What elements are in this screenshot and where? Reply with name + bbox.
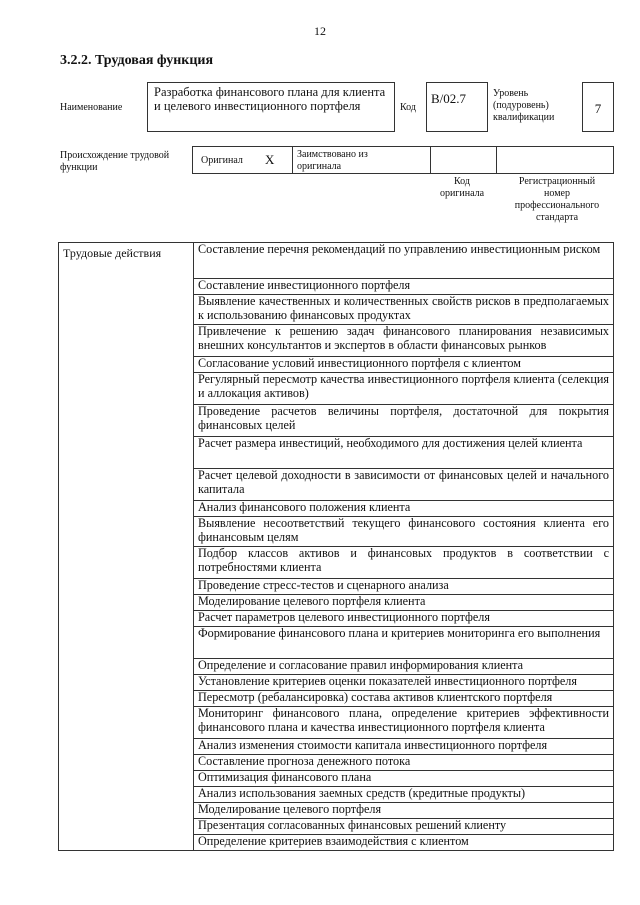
- labor-action-item: Выявление несоответствий текущего финансового состояния клиента его финансовым целям: [194, 517, 613, 547]
- borrowed-label-line-1: Заимствовано из: [297, 149, 368, 160]
- origin-code-cell: [431, 147, 497, 173]
- labor-action-item: Анализ изменения стоимости капитала инвестиционного портфеля: [194, 739, 613, 755]
- labor-action-item: Расчет целевой доходности в зависимости от финансовых целей и начального капитала: [194, 469, 613, 501]
- labor-action-item: Установление критериев оценки показателей инвестиционного портфеля: [194, 675, 613, 691]
- labor-action-item: Расчет размера инвестиций, необходимого для достижения целей клиента: [194, 437, 613, 469]
- reg-caption: [498, 176, 616, 224]
- level-value: 7: [594, 101, 602, 116]
- level-box: [582, 82, 614, 132]
- original-label: Оригинал: [201, 155, 243, 166]
- labor-action-item: Моделирование целевого портфеля: [194, 803, 613, 819]
- code-caption-line-2: оригинала: [439, 188, 485, 199]
- origin-table: [192, 146, 614, 174]
- origin-borrowed-cell: [293, 147, 431, 173]
- origin-original-cell: [193, 147, 293, 173]
- function-name-box: [147, 82, 395, 132]
- labor-action-item: Пересмотр (ребалансировка) состава активов клиентского портфеля: [194, 691, 613, 707]
- labor-action-item: Мониторинг финансового плана, определение критериев эффективности финансового плана и качества инвестиционного портфеля клиента: [194, 707, 613, 739]
- labor-action-item: Проведение стресс-тестов и сценарного анализа: [194, 579, 613, 595]
- origin-reg-cell: [497, 147, 613, 173]
- labor-action-item: Презентация согласованных финансовых решений клиенту: [194, 819, 613, 835]
- labor-action-item: Регулярный пересмотр качества инвестиционного портфеля клиента (селекция и аллокация активов): [194, 373, 613, 405]
- code-value: B/02.7: [431, 91, 467, 106]
- level-label-line-2: (подуровень): [493, 100, 549, 111]
- original-mark: X: [265, 152, 275, 167]
- section-title-text: Трудовая функция: [95, 53, 214, 68]
- origin-label-line-1: Происхождение трудовой: [60, 150, 170, 161]
- labor-action-item: Моделирование целевого портфеля клиента: [194, 595, 613, 611]
- code-caption: [432, 176, 492, 200]
- borrowed-label: [297, 149, 368, 173]
- labor-action-item: Расчет параметров целевого инвестиционного портфеля: [194, 611, 613, 627]
- page-number: 12: [314, 24, 326, 38]
- labor-action-item: Оптимизация финансового плана: [194, 771, 613, 787]
- reg-caption-line-1: Регистрационный: [518, 176, 596, 187]
- reg-caption-line-4: стандарта: [535, 212, 579, 223]
- origin-label: [60, 150, 169, 174]
- labor-action-item: Формирование финансового плана и критериев мониторинга его выполнения: [194, 627, 613, 659]
- level-label-line-1: Уровень: [493, 88, 529, 99]
- name-label: Наименование: [60, 102, 123, 113]
- labor-action-item: Анализ финансового положения клиента: [194, 501, 613, 517]
- borrowed-label-line-2: оригинала: [297, 161, 342, 172]
- labor-actions-label: Трудовые действия: [63, 246, 162, 260]
- labor-action-item: Определение критериев взаимодействия с клиентом: [198, 834, 469, 848]
- labor-action-item: Анализ использования заемных средств (кредитные продукты): [194, 787, 613, 803]
- level-label-line-3: квалификации: [493, 112, 555, 123]
- labor-action-item: Проведение расчетов величины портфеля, достаточной для покрытия финансовых целей: [194, 405, 613, 437]
- code-label: Код: [400, 102, 416, 113]
- labor-action-item: Определение и согласование правил информирования клиента: [194, 659, 613, 675]
- reg-caption-line-3: профессионального: [514, 200, 600, 211]
- section-title: [60, 53, 213, 69]
- labor-action-item: Составление инвестиционного портфеля: [194, 279, 613, 295]
- origin-label-line-2: функции: [60, 162, 98, 173]
- function-name-value: Разработка финансового плана для клиента и целевого инвестиционного портфеля: [154, 85, 386, 113]
- reg-caption-line-2: номер: [544, 188, 570, 199]
- labor-action-item: Составление прогноза денежного потока: [194, 755, 613, 771]
- labor-actions-table: [58, 242, 614, 851]
- code-box: [426, 82, 488, 132]
- section-number: 3.2.2.: [60, 53, 92, 68]
- labor-action-item: Составление перечня рекомендаций по управлению инвестиционным риском: [194, 243, 613, 279]
- level-label: [493, 88, 578, 124]
- labor-action-item: Согласование условий инвестиционного портфеля с клиентом: [194, 357, 613, 373]
- labor-action-item: Привлечение к решению задач финансового планирования независимых внешних консультантов и экспертов в области финансовых рынков: [194, 325, 613, 357]
- code-caption-line-1: Код: [454, 176, 470, 187]
- labor-action-item: Подбор классов активов и финансовых продуктов в соответствии с потребностями клиента: [194, 547, 613, 579]
- labor-action-item: Выявление качественных и количественных свойств рисков в предполагаемых к использованию финансовых продуктах: [194, 295, 613, 325]
